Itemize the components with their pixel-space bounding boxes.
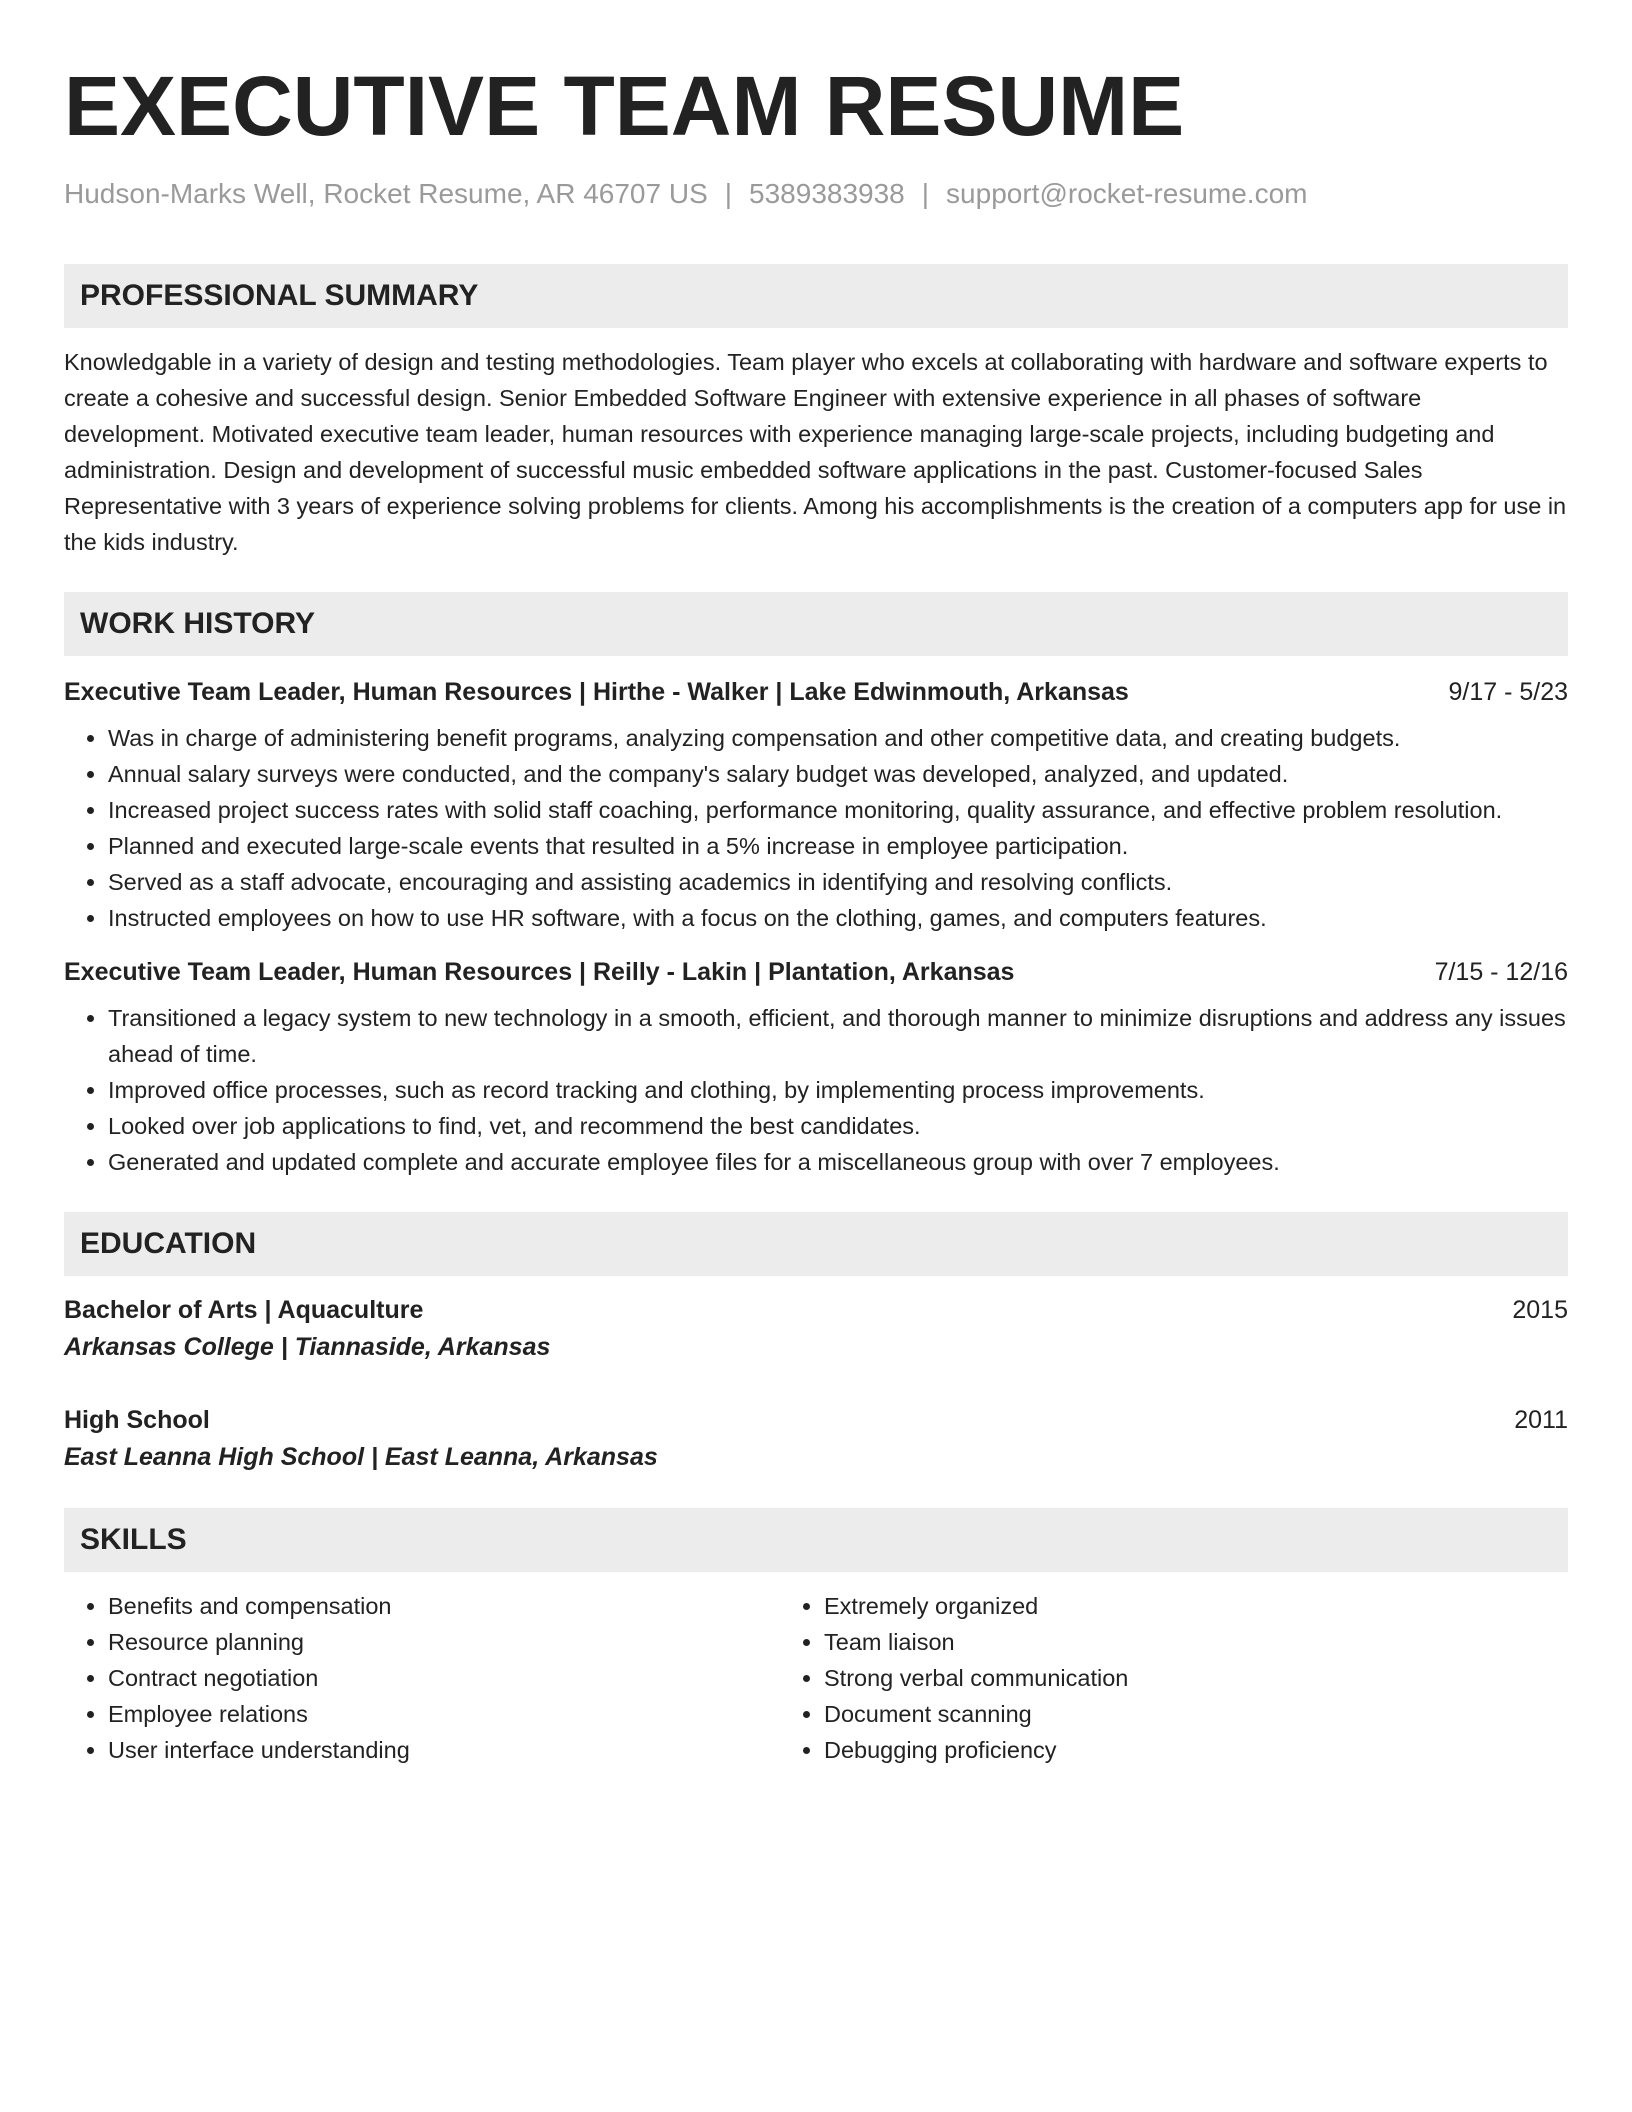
job-heading-row [64, 674, 1568, 710]
job-bullet: • Annual salary surveys were conducted, and the company's salary budget was developed, analyzed, and updated. [108, 756, 1568, 792]
skill-item: • Resource planning [108, 1624, 772, 1660]
contact-separator: | [724, 178, 733, 209]
skill-item: • Strong verbal communication [824, 1660, 1480, 1696]
job-entry [64, 674, 1568, 936]
education-entry [64, 1292, 1568, 1366]
job-bullet: • Served as a staff advocate, encouraging and assisting academics in identifying and resolving conflicts. [108, 864, 1568, 900]
section-header-work-history: WORK HISTORY [64, 592, 1568, 656]
job-entry [64, 954, 1568, 1180]
job-bullets [64, 720, 1568, 936]
contact-separator: | [921, 178, 930, 209]
section-header-summary: PROFESSIONAL SUMMARY [64, 264, 1568, 328]
skill-item: • Benefits and compensation [108, 1588, 772, 1624]
job-bullet: • Was in charge of administering benefit programs, analyzing compensation and other competitive data, and creating budgets. [108, 720, 1568, 756]
education-heading-row [64, 1402, 1568, 1438]
contact-phone: 5389383938 [749, 178, 905, 209]
education-entry [64, 1402, 1568, 1476]
skill-item: • Extremely organized [824, 1588, 1480, 1624]
job-bullets [64, 1000, 1568, 1180]
education-school: Arkansas College | Tiannaside, Arkansas [64, 1333, 551, 1361]
job-bullet: • Instructed employees on how to use HR software, with a focus on the clothing, games, and computers features. [108, 900, 1568, 936]
skill-item: • Team liaison [824, 1624, 1480, 1660]
summary-text: Knowledgable in a variety of design and testing methodologies. Team player who excels at collaborating with hardware and software experts to create a cohesive and successful design. Senior Embedded Software Engineer with extensive experience in all phases of software development. Motivated executive team leader, human resources with experience managing large-scale projects, including budgeting and administration. Design and development of successful music embedded software applications in the past. Customer-focused Sales Representative with 3 years of experience solving problems for clients. Among his accomplishments is the creation of a computers app for use in the kids industry. [64, 349, 1567, 555]
skill-item: • Employee relations [108, 1696, 772, 1732]
contact-address: Hudson-Marks Well, Rocket Resume, AR 46707 US [64, 178, 708, 209]
skill-item: • Debugging proficiency [824, 1732, 1480, 1768]
skill-item: • Contract negotiation [108, 1660, 772, 1696]
education-degree: Bachelor of Arts | Aquaculture [64, 1296, 424, 1324]
skill-item: • User interface understanding [108, 1732, 772, 1768]
skills-column-right [772, 1588, 1480, 1768]
education-year: 2015 [1512, 1296, 1568, 1324]
section-header-skills: SKILLS [64, 1508, 1568, 1572]
job-bullet: • Planned and executed large-scale events that resulted in a 5% increase in employee participation. [108, 828, 1568, 864]
skills-column-left [64, 1588, 772, 1768]
skill-item: • Document scanning [824, 1696, 1480, 1732]
work-history-list [64, 674, 1568, 1180]
skills-grid [64, 1588, 1568, 1768]
job-title: Executive Team Leader, Human Resources | Hirthe - Walker | Lake Edwinmouth, Arkansas [64, 678, 1129, 706]
contact-email: support@rocket-resume.com [946, 178, 1308, 209]
job-title: Executive Team Leader, Human Resources | Reilly - Lakin | Plantation, Arkansas [64, 958, 1015, 986]
education-degree: High School [64, 1406, 210, 1434]
job-bullet: • Generated and updated complete and accurate employee files for a miscellaneous group with over 7 employees. [108, 1144, 1568, 1180]
job-bullet: • Improved office processes, such as record tracking and clothing, by implementing process improvements. [108, 1072, 1568, 1108]
job-bullet: • Looked over job applications to find, vet, and recommend the best candidates. [108, 1108, 1568, 1144]
contact-line [64, 176, 1568, 212]
job-heading-row [64, 954, 1568, 990]
education-list [64, 1292, 1568, 1476]
education-heading-row [64, 1292, 1568, 1328]
resume-title: EXECUTIVE TEAM RESUME [64, 59, 1185, 153]
resume-page [64, 58, 1568, 1768]
education-year: 2011 [1514, 1406, 1568, 1434]
job-bullet: • Transitioned a legacy system to new technology in a smooth, efficient, and thorough manner to minimize disruptions and address any issues ahead of time. [108, 1000, 1568, 1072]
education-school: East Leanna High School | East Leanna, Arkansas [64, 1443, 658, 1471]
job-dates: 7/15 - 12/16 [1434, 958, 1568, 986]
job-bullet: • Increased project success rates with solid staff coaching, performance monitoring, quality assurance, and effective problem resolution. [108, 792, 1568, 828]
job-dates: 9/17 - 5/23 [1448, 678, 1568, 706]
section-header-education: EDUCATION [64, 1212, 1568, 1276]
